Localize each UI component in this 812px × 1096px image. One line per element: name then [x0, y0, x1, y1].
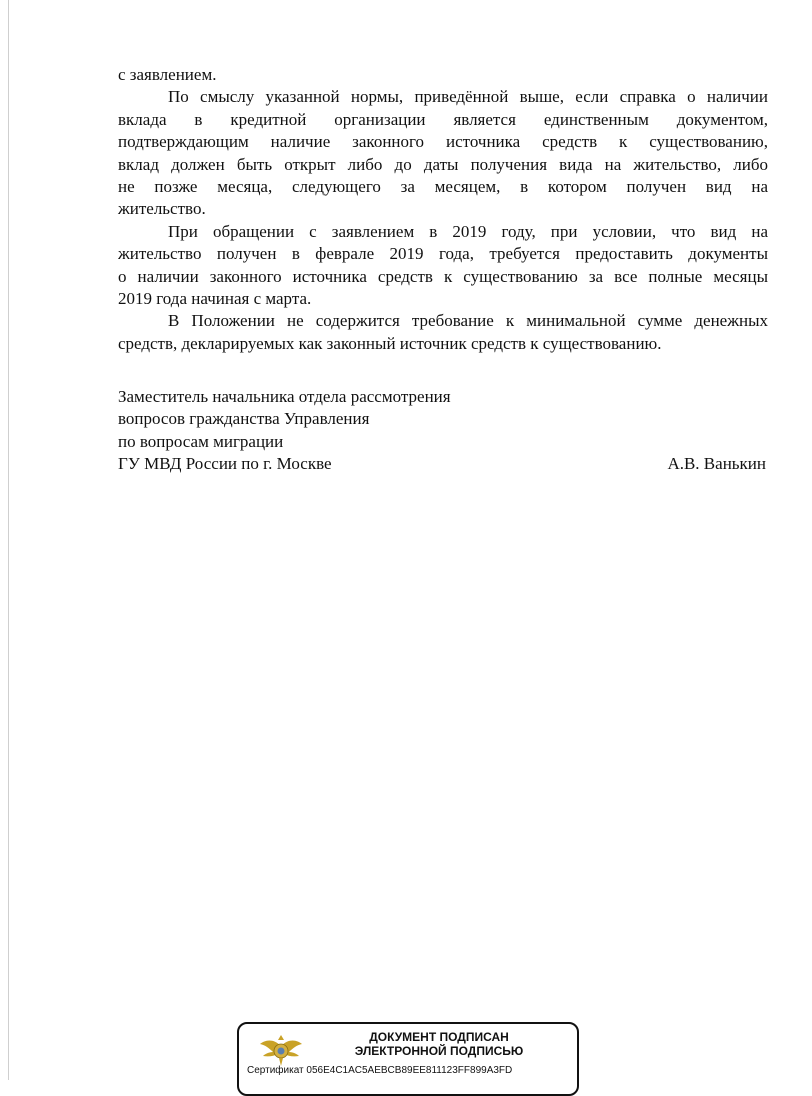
certificate-number: Сертификат 056E4C1AC5AEBCB89EE811123FF899A3FD	[247, 1065, 513, 1076]
text-line: о наличии законного источника средств к существованию за все полные месяцы	[118, 266, 768, 286]
text-line: вклад должен быть открыт либо до даты получения вида на жительство, либо	[118, 154, 768, 174]
text-line: с заявлением.	[118, 65, 217, 84]
text-line: не позже месяца, следующего за месяцем, в котором получен вид на	[118, 176, 768, 196]
signer-name: А.В. Ванькин	[667, 454, 766, 474]
text-line: 2019 года начиная с марта.	[118, 288, 312, 308]
stamp-subtitle: ЭЛЕКТРОННОЙ ПОДПИСЬЮ	[354, 1044, 524, 1058]
signer-position: вопросов гражданства Управления	[118, 409, 370, 429]
text-line: При обращении с заявлением в 2019 году, при условии, что вид на	[168, 221, 768, 241]
text-line: вклада в кредитной организации является единственным документом,	[118, 109, 768, 129]
text-line: По смыслу указанной нормы, приведённой выше, если справка о наличии	[168, 87, 768, 107]
signer-position: Заместитель начальника отдела рассмотрения	[118, 387, 451, 406]
electronic-signature-stamp	[237, 1022, 579, 1096]
page-edge	[8, 0, 9, 1080]
signature-block	[118, 386, 766, 476]
stamp-title: ДОКУМЕНТ ПОДПИСАН	[369, 1030, 509, 1044]
signer-position: по вопросам миграции	[118, 431, 284, 451]
signer-position: ГУ МВД России по г. Москве	[118, 454, 332, 474]
text-line: подтверждающим наличие законного источника средств к существованию,	[118, 132, 768, 152]
text-line: жительство.	[118, 199, 206, 219]
text-line: В Положении не содержится требование к минимальной сумме денежных	[168, 311, 768, 331]
text-line: жительство получен в феврале 2019 года, требуется предоставить документы	[118, 244, 768, 264]
document-body	[118, 64, 768, 355]
mvd-emblem-icon	[259, 1032, 303, 1068]
text-line: средств, декларируемых как законный источник средств к существованию.	[118, 333, 662, 353]
